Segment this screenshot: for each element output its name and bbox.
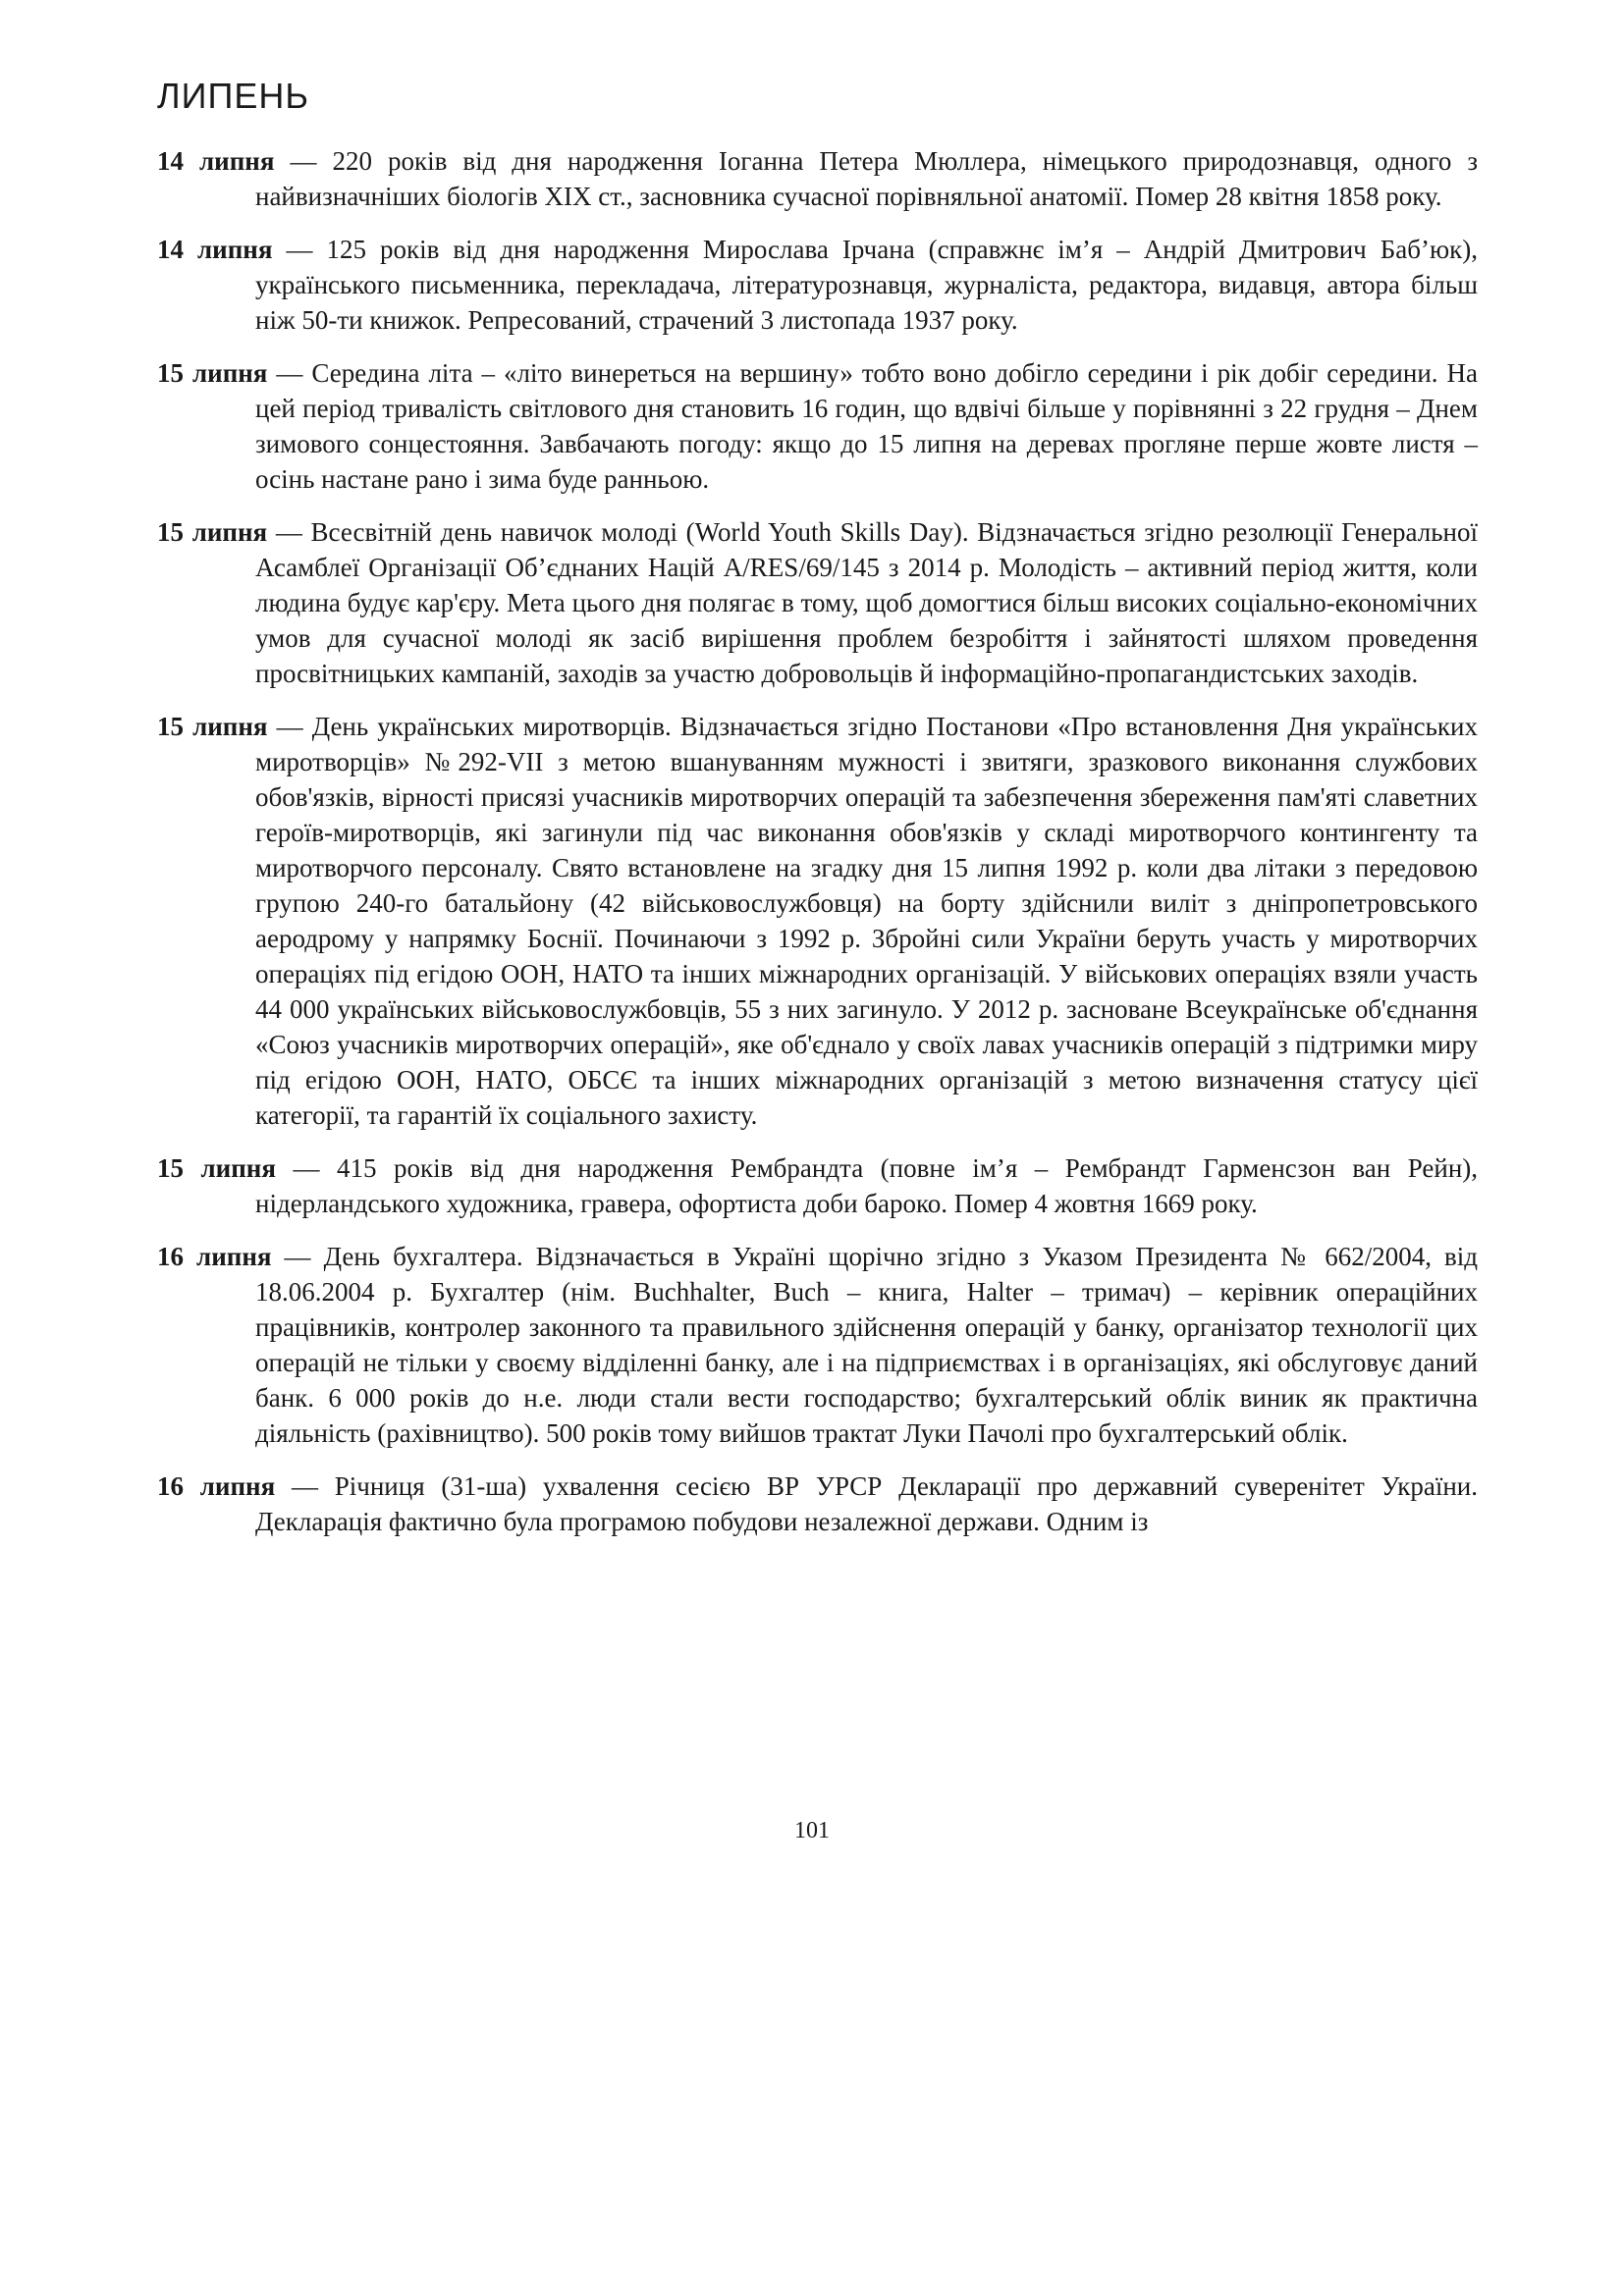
calendar-entry: [157, 1239, 1478, 1451]
entry-separator: —: [267, 358, 312, 388]
entry-date: 15 липня: [157, 1153, 276, 1183]
entry-date: 15 липня: [157, 358, 268, 388]
entry-text: Середина літа – «літо винереться на вершину» тобто воно добігло середини і рік добіг середини. На цей період тривалість світлового дня становить 16 годин, що вдвічі більше у порівнянні з 22 грудня – Днем зимового сонцестояння. Завбачають погоду: якщо до 15 липня на деревах прогляне перше жовте листя – осінь настане рано і зима буде ранньою.: [255, 358, 1478, 494]
entry-text: Річниця (31-ша) ухвалення сесією ВР УРСР Декларації про державний суверенітет України. Декларація фактично була програмою побудови незалежної держави. Одним із: [255, 1471, 1479, 1536]
entry-date: 14 липня: [157, 146, 275, 176]
entry-separator: —: [272, 235, 327, 264]
entry-text: День українських миротворців. Відзначається згідно Постанови «Про встановлення Дня українських миротворців» №292-VII з метою вшануванням мужності і звитяги, зразкового виконання службових обов'язків, вірності присязі учасників миротворчих операцій та забезпечення збереження пам'яті славетних героїв-миротворців, які загинули під час виконання обов'язків у складі миротворчого контингенту та миротворчого персоналу. Свято встановлене на згадку дня 15 липня 1992 р. коли два літаки з передовою групою 240-го батальйону (42 військовослужбовця) на борту здійснили виліт з дніпропетровського аеродрому у напрямку Боснії. Починаючи з 1992 р. Збройні сили України беруть участь у миротворчих операціях під егідою ООН, НАТО та інших міжнародних організацій. У військових операціях взяли участь 44 000 українських військовослужбовців, 55 з них загинуло. У 2012 р. засноване Всеукраїнське об'єднання «Союз учасників миротворчих операцій», яке об'єднало у своїх лавах учасників операцій з підтримки миру під егідою ООН, НАТО, ОБСЄ та інших міжнародних організацій з метою визначення статусу цієї категорії, та гарантій їх соціального захисту.: [255, 712, 1478, 1130]
entry-text: 415 років від дня народження Рембрандта (повне ім’я – Рембрандт Гарменсзон ван Рейн), нідерландського художника, гравера, офортиста доби бароко. Помер 4 жовтня 1669 року.: [255, 1153, 1479, 1218]
calendar-entry: [157, 1468, 1478, 1539]
entry-date: 14 липня: [157, 235, 273, 264]
calendar-entry: [157, 709, 1478, 1133]
month-title: ЛИПЕНЬ: [157, 76, 310, 116]
calendar-entry: [157, 514, 1478, 691]
entry-text: 125 років від дня народження Мирослава Ірчана (справжнє ім’я – Андрій Дмитрович Баб’юк), українського письменника, перекладача, літературознавця, журналіста, редактора, видавця, автора більш ніж 50-ти книжок. Репресований, страчений 3 листопада 1937 року.: [255, 235, 1479, 335]
entry-separator: —: [267, 517, 311, 547]
entry-separator: —: [275, 1153, 337, 1183]
calendar-entry: [157, 355, 1478, 497]
entry-date: 15 липня: [157, 517, 268, 547]
calendar-entry: [157, 232, 1478, 338]
entry-separator: —: [275, 1471, 335, 1501]
page-content: [157, 69, 1478, 1557]
entry-separator: —: [267, 712, 312, 741]
page-number: 101: [794, 1818, 830, 1843]
entry-separator: —: [274, 146, 333, 176]
entry-text: День бухгалтера. Відзначається в Україні щорічно згідно з Указом Президента № 662/2004, від 18.06.2004 р. Бухгалтер (нім. Buchhalter, Buch – книга, Halter – тримач) – керівник операційних працівників, контролер законного та правильного здійснення операцій у банку, організатор технології цих операцій не тільки у своєму відділенні банку, але і на підприємствах і в організаціях, які обслуговує даний банк. 6 000 років до н.е. люди стали вести господарство; бухгалтерський облік виник як практична діяльність (рахівництво). 500 років тому вийшов трактат Луки Пачолі про бухгалтерський облік.: [255, 1242, 1478, 1448]
entry-text: 220 років від дня народження Іоганна Петера Мюллера, німецького природознавця, одного з найвизначніших біологів XIX ст., засновника сучасної порівняльної анатомії. Помер 28 квітня 1858 року.: [255, 146, 1479, 211]
entry-date: 16 липня: [157, 1242, 272, 1271]
calendar-entry: [157, 143, 1478, 214]
entry-date: 16 липня: [157, 1471, 276, 1501]
entry-text: Всесвітній день навичок молоді (World Youth Skills Day). Відзначається згідно резолюції Генеральної Асамблеї Організації Об’єднаних Націй A/RES/69/145 з 2014 р. Молодість – активний період життя, коли людина будує кар'єру. Мета цього дня полягає в тому, щоб домогтися більш високих соціально-економічних умов для сучасної молоді як засіб вирішення проблем безробіття і зайнятості шляхом проведення просвітницьких кампаній, заходів за участю добровольців й інформаційно-пропагандистських заходів.: [255, 517, 1479, 688]
entry-separator: —: [271, 1242, 324, 1271]
calendar-entry: [157, 1150, 1478, 1221]
entry-date: 15 липня: [157, 712, 268, 741]
